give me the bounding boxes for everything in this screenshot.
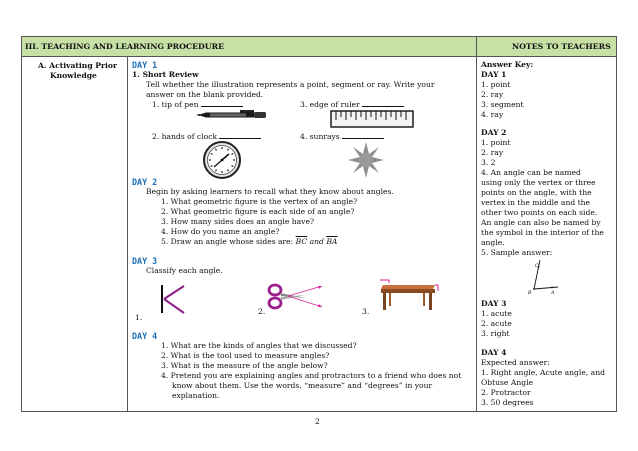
notes-sample-answer-label: 5. Sample answer: [481, 248, 553, 257]
notes-day4-answer-1: 1. Right angle, Acute angle, and [481, 368, 605, 377]
item-tip-of-pen: 1. tip of pen [152, 100, 243, 110]
notes-day1-label: DAY 1 [481, 70, 507, 79]
day4-question-4-line1: 4. Pretend you are explaining angles and protractors to a friend who does not [161, 371, 462, 380]
sample-angle-illustration [526, 256, 566, 296]
notes-day1-answer-3: 3. segment [481, 100, 524, 109]
answer-key-title: Answer Key: [481, 60, 534, 69]
page-number: 2 [315, 417, 320, 426]
day2-intro: Begin by asking learners to recall what they know about angles. [146, 187, 394, 196]
ruler-illustration [330, 110, 414, 128]
notes-day4-label: DAY 4 [481, 348, 507, 357]
day1-label: DAY 1 [132, 60, 158, 70]
notes-day4-answer-2: 2. Protractor [481, 388, 531, 397]
day3-instruction: Classify each angle. [146, 266, 223, 275]
day4-question-4-line3: explanation. [172, 391, 220, 400]
pen-illustration [196, 108, 268, 122]
day2-question-5: 5. Draw an angle whose sides are: $\overline{BC}$ and $\overline{BA}$ [161, 237, 338, 246]
notes-day2-explanation-7: the symbol in the interior of the [481, 228, 604, 237]
notes-day4-expected: Expected answer: [481, 358, 550, 367]
notes-day3-label: DAY 3 [481, 299, 507, 308]
section-title: III. TEACHING AND LEARNING PROCEDURE [25, 42, 225, 51]
day3-item-2: 2. [258, 307, 266, 316]
activity-label-line2: Knowledge [50, 71, 97, 80]
day2-question-1: 1. What geometric figure is the vertex of an angle? [161, 197, 358, 206]
day1-instruction-line1: Tell whether the illustration represents a point, segment or ray. Write your [146, 80, 435, 89]
notes-day2-explanation-4: vertex in the middle and the [481, 198, 591, 207]
short-review-heading: 1. Short Review [132, 70, 199, 79]
notes-day2-explanation-6: An angle can also be named by [481, 218, 601, 227]
notes-day4-answer-1-cont: Obtuse Angle [481, 378, 533, 387]
notes-day1-answer-2: 2. ray [481, 90, 504, 99]
angle-1-illustration [158, 283, 192, 317]
day4-question-4-line2: know about them. Use the words, “measure” and “degrees” in your [172, 381, 433, 390]
day2-question-2: 2. What geometric figure is each side of an angle? [161, 207, 355, 216]
day4-label: DAY 4 [132, 331, 158, 341]
clock-illustration [202, 140, 242, 180]
day2-question-3: 3. How many sides does an angle have? [161, 217, 315, 226]
day3-item-3: 3. [362, 307, 370, 316]
day4-question-2: 2. What is the tool used to measure angles? [161, 351, 330, 360]
sunrays-illustration [346, 140, 386, 180]
table-illustration [377, 279, 439, 313]
item-sunrays: 4. sunrays [300, 132, 384, 142]
notes-day2-explanation-1: 4. An angle can be named [481, 168, 581, 177]
notes-day4-answer-3: 3. 50 degrees [481, 398, 534, 407]
item-edge-of-ruler: 3. edge of ruler [300, 100, 404, 110]
notes-day3-answer-1: 1. acute [481, 309, 512, 318]
day1-instruction-line2: answer on the blank provided. [146, 90, 264, 99]
notes-day2-answer-2: 2. ray [481, 148, 504, 157]
day2-question-4: 4. How do you name an angle? [161, 227, 280, 236]
notes-day1-answer-4: 4. ray [481, 110, 504, 119]
day3-label: DAY 3 [132, 256, 158, 266]
notes-day2-explanation-2: using only the vertex or three [481, 178, 596, 187]
activity-label-line1: A. Activating Prior [38, 61, 117, 70]
notes-day2-answer-1: 1. point [481, 138, 511, 147]
scissors-illustration [266, 281, 326, 311]
day3-item-1: 1. [135, 313, 143, 322]
notes-day3-answer-2: 2. acute [481, 319, 512, 328]
notes-day3-answer-3: 3. right [481, 329, 510, 338]
sample-point-c: C [535, 264, 539, 269]
day2-label: DAY 2 [132, 177, 158, 187]
notes-day2-explanation-5: other two points on each side. [481, 208, 598, 217]
notes-title: NOTES TO TEACHERS [512, 42, 611, 51]
day4-question-1: 1. What are the kinds of angles that we discussed? [161, 341, 357, 350]
notes-day1-answer-1: 1. point [481, 80, 511, 89]
notes-day2-label: DAY 2 [481, 128, 507, 137]
sample-point-b: B [528, 291, 532, 296]
day4-question-3: 3. What is the measure of the angle below? [161, 361, 328, 370]
notes-day2-explanation-3: points on the angle, with the [481, 188, 592, 197]
sample-point-a: A [551, 291, 555, 296]
notes-day2-answer-3: 3. 2 [481, 158, 496, 167]
notes-day2-explanation-8: angle. [481, 238, 505, 247]
item-hands-of-clock: 2. hands of clock [152, 132, 261, 142]
